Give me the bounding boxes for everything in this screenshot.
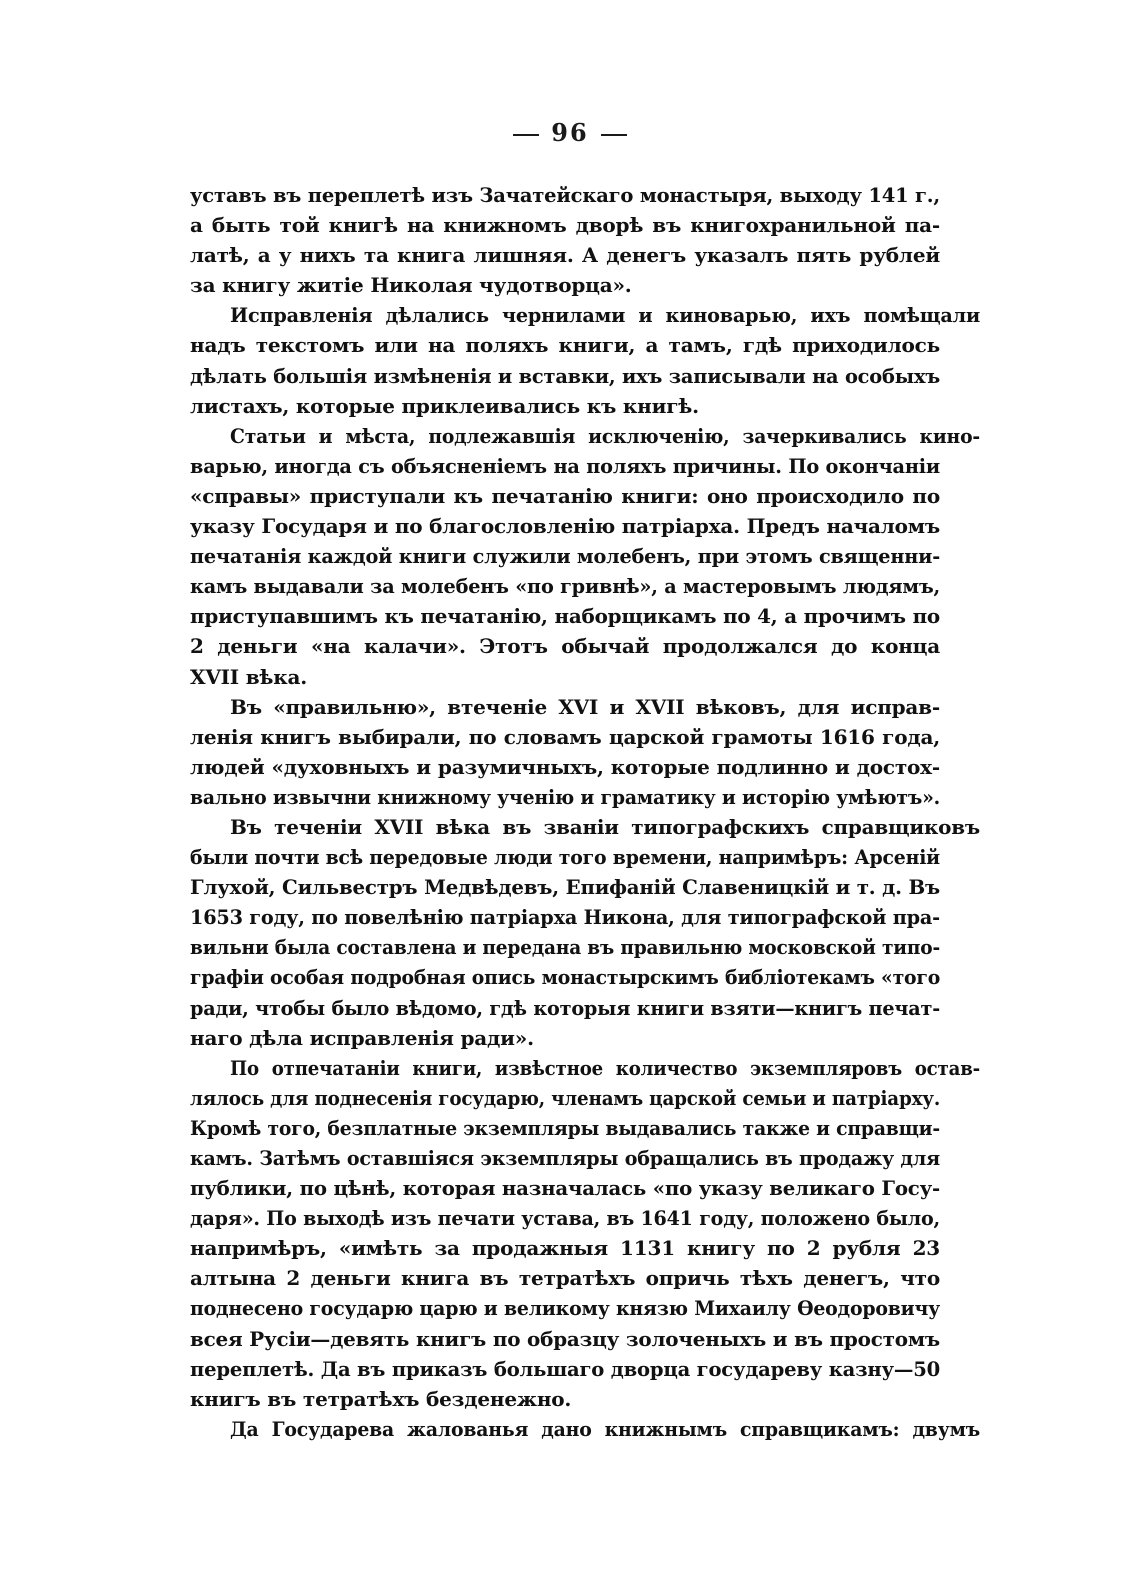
- text-line: за книгу житіе Николая чудотворца».: [190, 273, 632, 298]
- page-number: 96: [551, 118, 589, 147]
- text-line: латѣ, а у нихъ та книга лишняя. А денегъ указалъ пять рублей: [190, 243, 940, 268]
- text-line: книгъ въ тетратѣхъ безденежно.: [190, 1386, 572, 1411]
- body-text: [190, 180, 981, 1444]
- text-line: листахъ, которые приклеивались къ книгѣ.: [190, 393, 699, 418]
- text-line: даря». По выходѣ изъ печати устава, въ 1641 году, положено было,: [190, 1206, 941, 1231]
- text-line: Въ «правильню», втеченіе XVI и XVII вѣковъ, для исправ-: [230, 694, 940, 719]
- text-line: уставъ въ переплетѣ изъ Зачатейскаго монастыря, выходу 141 г.,: [190, 183, 941, 207]
- text-line: напримѣръ, «имѣть за продажныя 1131 книгу по 2 рубля 23: [190, 1236, 940, 1261]
- text-line: лялось для поднесенія государю, членамъ царской семьи и патріарху.: [190, 1085, 941, 1110]
- page-number-header: [0, 118, 1140, 147]
- text-line: Статьи и мѣста, подлежавшія исключенію, зачеркивались кино-: [229, 423, 980, 448]
- text-line: приступавшимъ къ печатанію, наборщикамъ по 4, а прочимъ по: [190, 604, 941, 629]
- text-line: Кромѣ того, безплатные экземпляры выдавались также и справщи-: [190, 1115, 940, 1140]
- text-line: 2 деньги «на калачи». Этотъ обычай продолжался до конца: [190, 634, 940, 659]
- text-line: камъ выдавали за молебенъ «по гривнѣ», а мастеровымъ людямъ,: [190, 574, 941, 599]
- text-line: вильни была составлена и передана въ правильню московской типо-: [190, 935, 940, 960]
- text-line: публики, по цѣнѣ, которая назначалась «по указу великаго Госу-: [190, 1176, 941, 1201]
- text-line: камъ. Затѣмъ оставшіяся экземпляры обращались въ продажу для: [190, 1146, 940, 1170]
- text-line: всея Русіи—девять книгъ по образцу золоченыхъ и въ простомъ: [190, 1326, 940, 1351]
- text-line: были почти всѣ передовые люди того времени, напримѣръ: Арсеній: [190, 845, 940, 870]
- text-line: ленія книгъ выбирали, по словамъ царской грамоты 1616 года,: [190, 724, 940, 749]
- header-dash-left: [513, 134, 539, 136]
- text-line: дѣлать большія измѣненія и вставки, ихъ записывали на особыхъ: [190, 363, 940, 388]
- text-line: графіи особая подробная опись монастырскимъ библіотекамъ «того: [190, 965, 941, 990]
- text-line: поднесено государю царю и великому князю Михаилу Ѳеодоровичу: [190, 1296, 941, 1321]
- text-line: По отпечатаніи книги, извѣстное количество экземпляровъ остав-: [229, 1055, 981, 1080]
- text-line: ради, чтобы было вѣдомо, гдѣ которыя книги взяти—книгъ печат-: [190, 995, 941, 1020]
- text-line: XVII вѣка.: [190, 664, 308, 689]
- text-line: варью, иногда съ объясненіемъ на поляхъ причины. По окончаніи: [190, 453, 941, 478]
- text-line: «справы» приступали къ печатанію книги: оно происходило по: [190, 483, 940, 508]
- text-line: а быть той книгѣ на книжномъ дворѣ въ книгохранильной па-: [190, 213, 940, 238]
- text-line: указу Государя и по благословленію патріарха. Предъ началомъ: [190, 514, 940, 539]
- header-dash-right: [601, 134, 627, 136]
- text-line: печатанія каждой книги служили молебенъ, при этомъ священни-: [190, 544, 941, 569]
- text-line: вально извычни книжному ученію и граматику и исторію умѣютъ».: [190, 784, 941, 809]
- text-line: людей «духовныхъ и разумичныхъ, которые подлинно и достох-: [190, 754, 940, 779]
- text-line: Да Государева жалованья дано книжнымъ справщикамъ: двумъ: [229, 1416, 981, 1441]
- text-line: 1653 году, по повелѣнію патріарха Никона, для типографской пра-: [190, 905, 940, 930]
- text-line: алтына 2 деньги книга въ тетратѣхъ опричь тѣхъ денегъ, что: [190, 1266, 940, 1291]
- text-line: наго дѣла исправленія ради».: [190, 1025, 534, 1050]
- text-line: надъ текстомъ или на поляхъ книги, а тамъ, гдѣ приходилось: [190, 333, 940, 358]
- text-line: Исправленія дѣлались чернилами и киноварью, ихъ помѣщали: [229, 303, 981, 328]
- text-line: Въ теченіи XVII вѣка въ званіи типографскихъ справщиковъ: [229, 814, 980, 839]
- text-line: переплетѣ. Да въ приказъ большаго дворца государеву казну—50: [190, 1356, 941, 1381]
- text-line: Глухой, Сильвестръ Медвѣдевъ, Епифаній Славеницкій и т. д. Въ: [190, 875, 940, 900]
